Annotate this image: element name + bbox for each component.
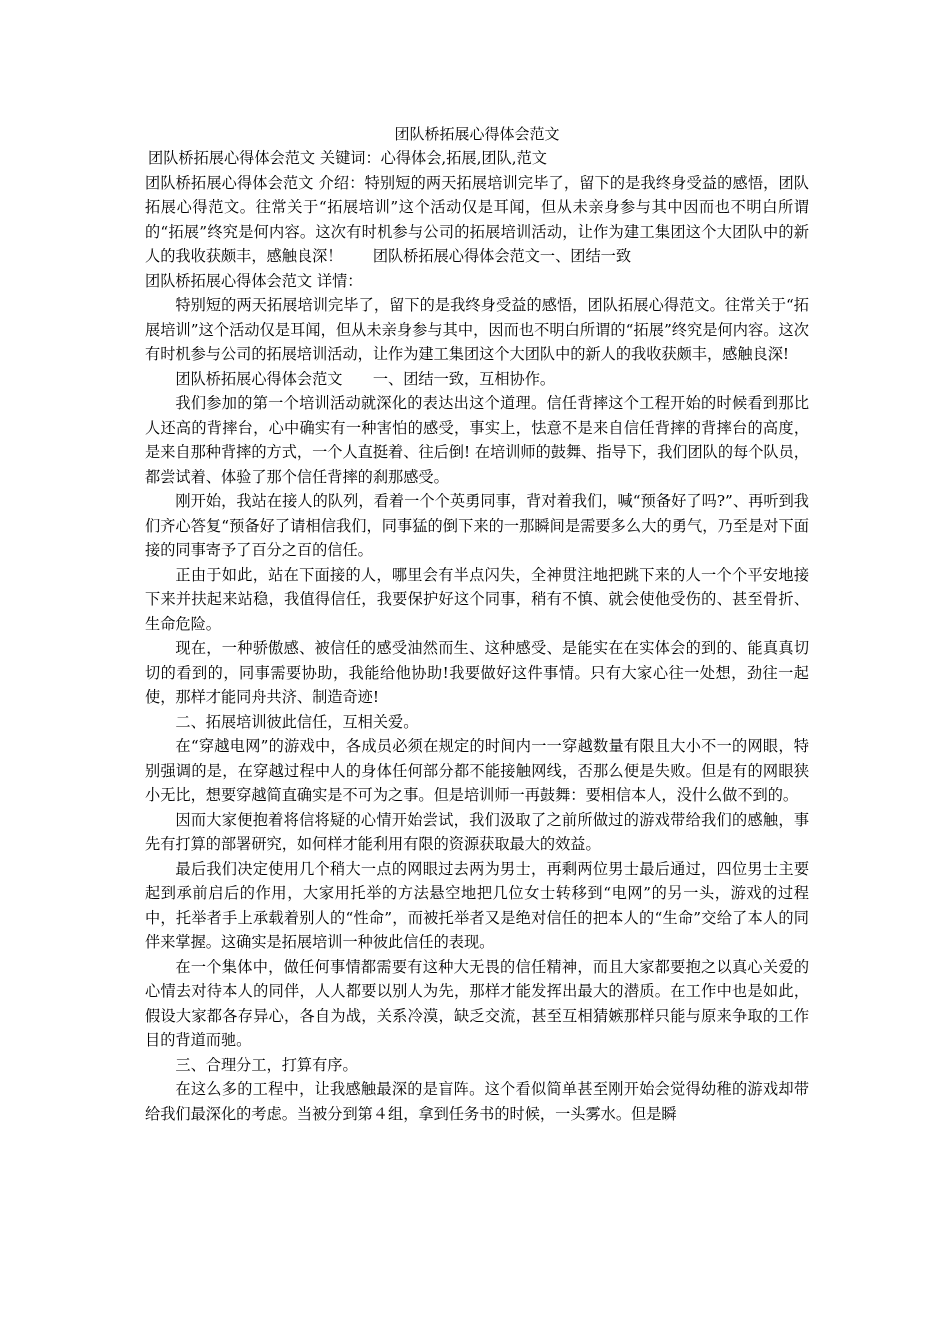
document-page: [145, 122, 809, 1126]
body-paragraph-5: 现在，一种骄傲感、被信任的感受油然而生、这种感受、是能实在在实体会的到的、能真真切切的看到的，同事需要协助，我能给他协助!我要做好这件事情。只有大家心往一处想，劲往一起使，那样才能同舟共济、制造奇迹!: [145, 639, 809, 706]
body-paragraph-7: 因而大家便抱着将信将疑的心情开始尝试，我们汲取了之前所做过的游戏带给我们的感触，事先有打算的部署研究，如何样才能利用有限的资源获取最大的效益。: [145, 810, 809, 853]
body-paragraph-8: 最后我们决定使用几个稍大一点的网眼过去两为男士，再剩两位男士最后通过，四位男士主要起到承前启后的作用，大家用托举的方法悬空地把几位女士转移到“电网”的另一头，游戏的过程中，托举者手上承载着别人的“性命”，而被托举者又是绝对信任的把本人的“生命”交给了本人的同伴来掌握。这确实是拓展培训一种彼此信任的表现。: [145, 859, 809, 951]
intro-tail-title: 团队桥拓展心得体会范文: [372, 247, 540, 265]
intro-paragraph: [145, 171, 809, 269]
body-paragraph-9: 在一个集体中，做任何事情都需要有这种大无畏的信任精神，而且大家都要抱之以真心关爱的心情去对待本人的同伴，人人都要以别人为先，那样才能发挥出最大的潜质。在工作中也是如此，假设大家都各存异心，各自为战，关系冷漠，缺乏交流，甚至互相猜嫉那样只能与原来争取的工作目的背道而驰。: [145, 957, 809, 1049]
intro-tail-heading: 一、团结一致: [539, 247, 632, 265]
intro-text: 团队桥拓展心得体会范文 介绍：特别短的两天拓展培训完毕了，留下的是我终身受益的感悟，团队拓展心得范文。往常关于“拓展培训”这个活动仅是耳闻，但从未亲身参与其中因而也不明白所谓的“拓展”终究是何内容。这次有时机参与公司的拓展培训活动，让作为建工集团这个大团队中的新人的我收获颇丰，感触良深！: [145, 173, 809, 265]
keywords-line: 团队桥拓展心得体会范文 关键词：心得体会,拓展,团队,范文: [148, 149, 547, 167]
section-heading-3: 三、合理分工，打算有序。: [175, 1055, 358, 1074]
body-paragraph-2: 我们参加的第一个培训活动就深化的表达出这个道理。信任背摔这个工程开始的时候看到那比人还高的背摔台，心中确实有一种害怕的感受，事实上，怯意不是来自信任背摔的背摔台的高度，是来自那种背摔的方式，一个人直挺着、往后倒! 在培训师的鼓舞、指导下，我们团队的每个队员，都尝试着、体验了那个信任背摔的刹那感受。: [145, 394, 809, 486]
body-paragraph-3: 刚开始，我站在接人的队列，看着一个个英勇同事，背对着我们，喊“预备好了吗?”、再听到我们齐心答复“预备好了请相信我们，同事猛的倒下来的一那瞬间是需要多么大的勇气，乃至是对下面接的同事寄予了百分之百的信任。: [145, 492, 809, 559]
document-title: 团队桥拓展心得体会范文: [394, 125, 560, 143]
body-paragraph-1: 特别短的两天拓展培训完毕了，留下的是我终身受益的感悟，团队拓展心得范文。往常关于“拓展培训”这个活动仅是耳闻，但从未亲身参与其中，因而也不明白所谓的“拓展”终究是何内容。这次有时机参与公司的拓展培训活动，让作为建工集团这个大团队中的新人的我收获颇丰，感触良深!: [145, 296, 809, 363]
body-paragraph-4: 正由于如此，站在下面接的人，哪里会有半点闪失，全神贯注地把跳下来的人一个个平安地接下来并扶起来站稳，我值得信任，我要保护好这个同事，稍有不慎、就会使他受伤的、甚至骨折、生命危险。: [145, 565, 809, 633]
body-paragraph-10: 在这么多的工程中，让我感触最深的是盲阵。这个看似简单甚至刚开始会觉得幼稚的游戏却带给我们最深化的考虑。当被分到第４组，拿到任务书的时候，一头雾水。但是瞬: [145, 1080, 809, 1123]
body-paragraph-6: 在“穿越电网”的游戏中，各成员必须在规定的时间内一一穿越数量有限且大小不一的网眼，特别强调的是，在穿越过程中人的身体任何部分都不能接触网线，否那么便是失败。但是有的网眼狭小无比，想要穿越简直确实是不可为之事。但是培训师一再鼓舞：要相信本人，没什么做不到的。: [145, 737, 809, 804]
details-label: 团队桥拓展心得体会范文 详情：: [145, 271, 363, 290]
section-heading-2: 二、拓展培训彼此信任，互相关爱。: [175, 712, 419, 731]
section-heading-1: 团队桥拓展心得体会范文 一、团结一致，互相协作。: [175, 369, 556, 388]
